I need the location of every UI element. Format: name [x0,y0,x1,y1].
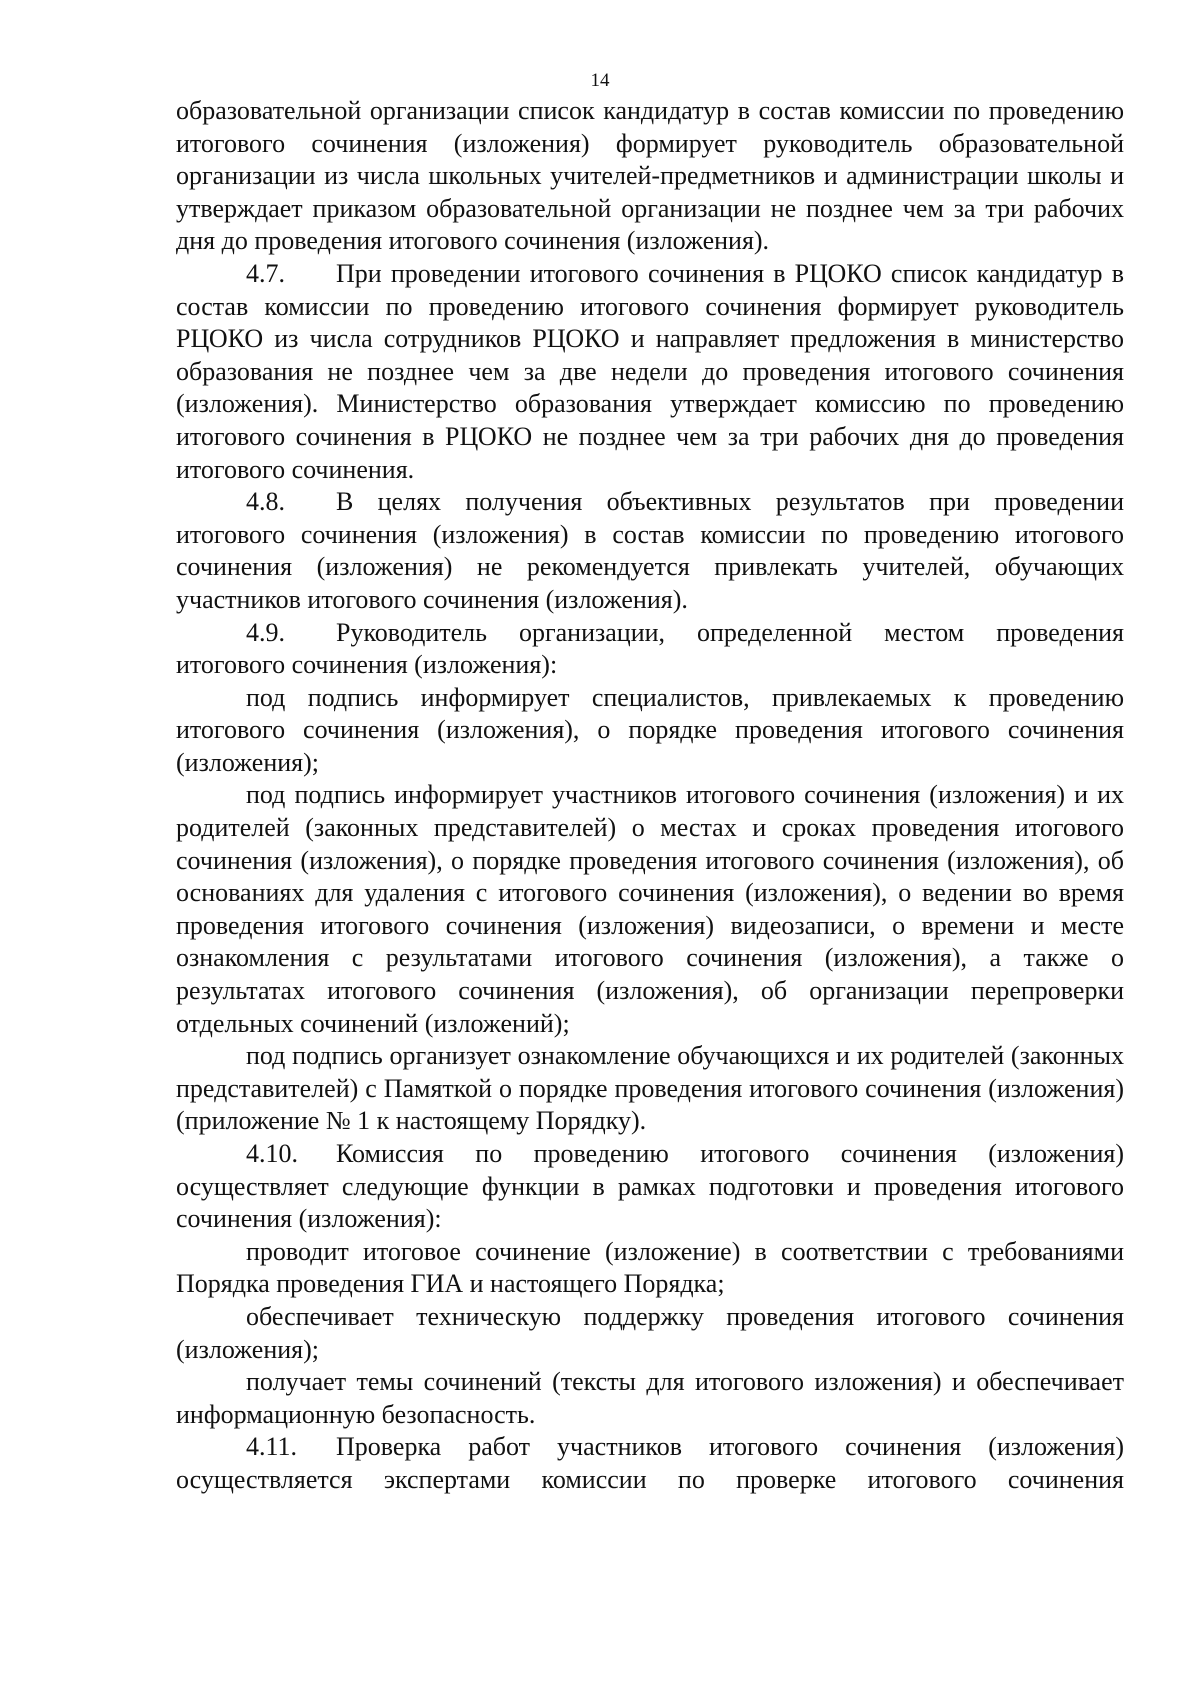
paragraph-text: Комиссия по проведению итогового сочинения (изложения) осуществляет следующие функции в рамках подготовки и проведения итогового сочинения (изложения): [176,1139,1124,1234]
paragraph-continuation [176,95,1124,258]
paragraph-number: 4.7. [246,258,285,288]
paragraph-number: 4.8. [246,487,285,517]
paragraph-number: 4.9. [246,617,285,647]
paragraph-text: проводит итоговое сочинение (изложение) в соответствии с требованиями Порядка проведения ГИА и настоящего Порядка; [176,1236,1124,1299]
paragraph-text: получает темы сочинений (тексты для итогового изложения) и обеспечивает информационную безопасность. [176,1367,1124,1429]
paragraph-text: образовательной организации список кандидатур в состав комиссии по проведению итогового сочинения (изложения) формирует руководитель образовательной организации из числа школьных учителей-предметников и администрации школы и утверждает приказом образовательной организации не позднее чем за три рабочих дня до проведения итогового сочинения (изложения). [176,96,1124,256]
paragraph-text: обеспечивает техническую поддержку проведения итогового сочинения (изложения); [176,1301,1124,1364]
list-item-conducts [176,1236,1124,1301]
paragraph-text: под подпись организует ознакомление обучающихся и их родителей (законных представителей) с Памяткой о порядке проведения итогового сочинения (изложения) (приложение № 1 к настоящему Порядку). [176,1041,1124,1136]
paragraph-text: Руководитель организации, определенной местом проведения итогового сочинения (изложения): [176,617,1124,680]
paragraph-number: 4.11. [246,1432,298,1462]
list-item-memo-familiarization [176,1040,1124,1138]
list-item-inform-participants [176,779,1124,1040]
paragraph-4-8 [176,486,1124,616]
paragraph-text: под подпись информирует специалистов, привлекаемых к проведению итогового сочинения (изложения), о порядке проведения итогового сочинения (изложения); [176,682,1124,777]
paragraph-text: В целях получения объективных результатов при проведении итогового сочинения (изложения) в состав комиссии по проведению итогового сочинения (изложения) не рекомендуется привлекать учителей, обучающих участников итогового сочинения (изложения). [176,487,1124,614]
paragraph-4-7 [176,258,1124,486]
list-item-technical-support [176,1301,1124,1366]
paragraph-text: под подпись информирует участников итогового сочинения (изложения) и их родителей (законных представителей) о местах и сроках проведения итогового сочинения (изложения), о порядке проведения итогового сочинения (изложения), об основаниях для удаления с итогового сочинения (изложения), о ведении во время проведения итогового сочинения (изложения) видеозаписи, о времени и месте ознакомления с результатами итогового сочинения (изложения), а также о результатах итогового сочинения (изложения), об организации перепроверки отдельных сочинений (изложений); [176,780,1124,1038]
paragraph-4-10 [176,1138,1124,1236]
paragraph-number: 4.10. [246,1139,298,1168]
document-body [176,95,1124,1497]
paragraph-4-9 [176,617,1124,682]
list-item-receives-topics [176,1366,1124,1431]
list-item-inform-specialists [176,682,1124,780]
paragraph-text: Проверка работ участников итогового сочинения (изложения) осуществляется экспертами комиссии по проверке итогового сочинения [176,1432,1124,1494]
paragraph-4-11 [176,1431,1124,1496]
paragraph-text: При проведении итогового сочинения в РЦОКО список кандидатур в состав комиссии по проведению итогового сочинения формирует руководитель РЦОКО из числа сотрудников РЦОКО и направляет предложения в министерство образования не позднее чем за две недели до проведения итогового сочинения (изложения). Министерство образования утверждает комиссию по проведению итогового сочинения в РЦОКО не позднее чем за три рабочих дня до проведения итогового сочинения. [176,258,1124,484]
page-number: 14 [590,70,610,91]
